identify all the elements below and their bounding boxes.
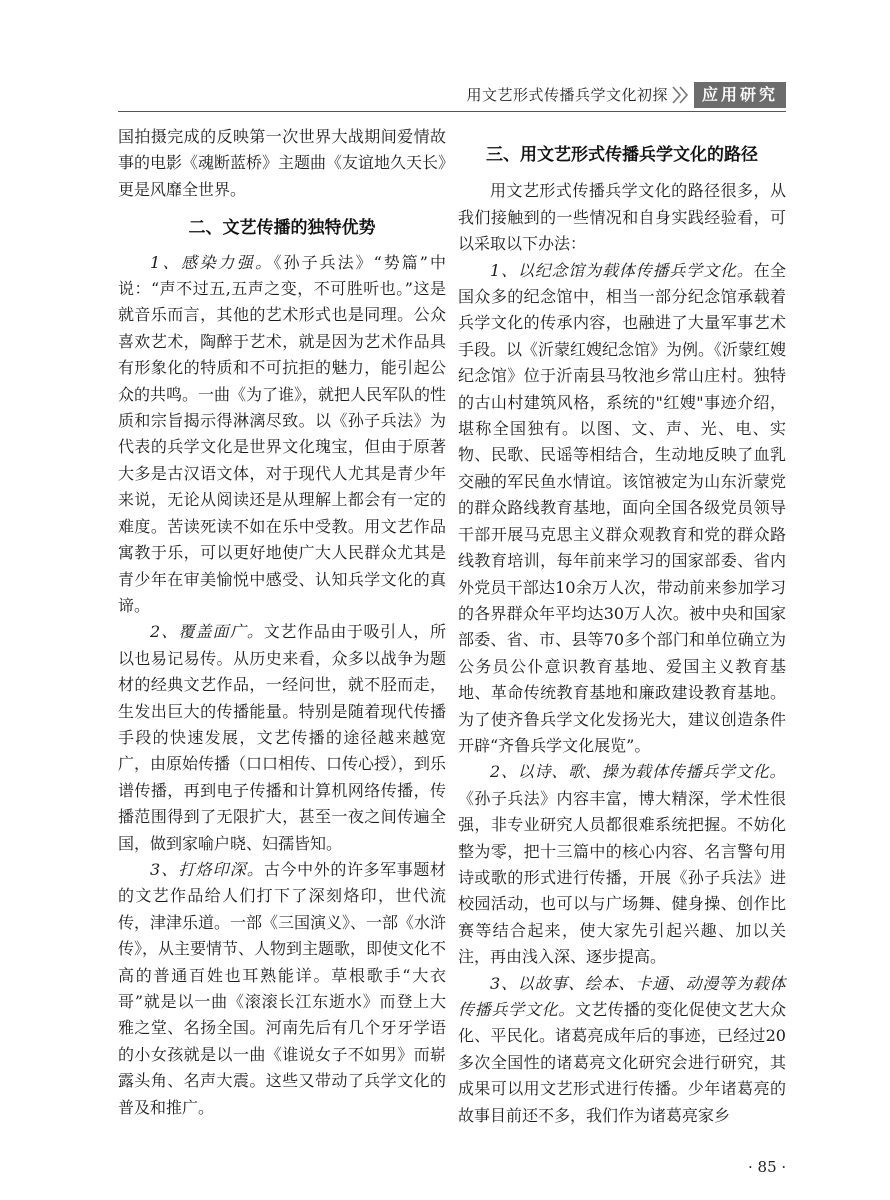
paragraph-lead: 2、覆盖面广。 xyxy=(150,622,264,642)
paragraph-imprint xyxy=(118,857,446,1121)
section-heading-advantages: 二、文艺传播的独特优势 xyxy=(188,218,376,239)
page-number: · 85 · xyxy=(748,1158,787,1176)
paragraph-body: 在全国众多的纪念馆中，相当一部分纪念馆承载着兵学文化的传承内容，也融进了大量军事艺术手段。以《沂蒙红嫂纪念馆》为例。《沂蒙红嫂纪念馆》位于沂南县马牧池乡常山庄村。独特的古山村建筑风格，系统的"红嫂"事迹介绍，堪称全国独有。以图、文、声、光、电、实物、民歌、民谣等相结合，生动地反映了血乳交融的军民鱼水情谊。该馆被定为山东沂蒙党的群众路线教育基地，面向全国各级党员领导干部开展马克思主义群众观教育和党的群众路线教育培训，每年前来学习的国家部委、省内外党员干部达10余万人次，带动前来参加学习的各界群众年平均达30万人次。被中央和国家部委、省、市、县等70多个部门和单位确立为公务员公仆意识教育基地、爱国主义教育基地、革命传统教育基地和廉政建设教育基地。为了使齐鲁兵学文化发扬光大，建议创造条件开辟“齐鲁兵学文化展览”。 xyxy=(458,260,787,755)
paragraph-lead: 2、以诗、歌、操为载体传播兵学文化。 xyxy=(490,762,786,782)
right-intro-paragraph: 用文艺形式传播兵学文化的路径很多，从我们接触到的一些情况和自身实践经验看，可以采取以下办法： xyxy=(458,181,786,254)
paragraph-lead: 1、以纪念馆为载体传播兵学文化。 xyxy=(490,260,754,280)
paragraph-body: 文艺传播的变化促使文艺大众化、平民化。诸葛亮成年后的事迹，已经过20多次全国性的诸葛亮文化研究会进行研究，其成果可以用文艺形式进行传播。少年诸葛亮的故事目前还不多，我们作为诸葛亮家乡 xyxy=(458,1000,786,1125)
paragraph-infectious xyxy=(118,250,446,620)
running-header xyxy=(118,82,786,112)
running-title: 用文艺形式传播兵学文化初探 xyxy=(466,86,668,104)
paragraph-lead: 3、打烙印深。 xyxy=(150,859,264,879)
left-column xyxy=(118,124,446,1121)
left-intro-paragraph: 国拍摄完成的反映第一次世界大战期间爱情故事的电影《魂断蓝桥》主题曲《友谊地久天长》更是风靡全世界。 xyxy=(118,127,447,199)
paragraph-body: 文艺作品由于吸引人，所以也易记易传。从历史来看，众多以战争为题材的经典文艺作品，一经问世，就不胫而走，生发出巨大的传播能量。特别是随着现代传播手段的快速发展，文艺传播的途径越来越宽广，由原始传播（口口相传、口传心授），到乐谱传播，再到电子传播和计算机网络传播，传播范围得到了无限扩大，甚至一夜之间传遍全国，做到家喻户晓、妇孺皆知。 xyxy=(118,622,447,853)
header-rule xyxy=(118,111,786,112)
double-chevron-icon xyxy=(670,84,692,106)
paragraph-lead: 3、以故事、绘本、卡通、动漫等为载体传播兵学文化。 xyxy=(458,973,786,1019)
paragraph-lead: 1、感染力强。 xyxy=(150,252,274,272)
paragraph-body: 《孙子兵法》“势篇”中说：“声不过五,五声之变，不可胜听也。”这是就音乐而言，其他的艺术形式也是同理。公众喜欢艺术，陶醉于艺术，就是因为艺术作品具有形象化的特质和不可抗拒的魅力，能引起公众的共鸣。一曲《为了谁》，就把人民军队的性质和宗旨揭示得淋漓尽致。以《孙子兵法》为代表的兵学文化是世界文化瑰宝，但由于原著大多是古汉语文体，对于现代人尤其是青少年来说，无论从阅读还是从理解上都会有一定的难度。苦读死读不如在乐中受教。用文艺作品寓教于乐，可以更好地使广大人民群众尤其是青少年在审美愉悦中感受、认知兵学文化的真谛。 xyxy=(118,252,447,615)
paragraph-body: 古今中外的许多军事题材的文艺作品给人们打下了深刻烙印，世代流传，津津乐道。一部《三国演义》、一部《水浒传》，从主要情节、人物到主题歌，即使文化不高的普通百姓也耳熟能详。草根歌手“大衣哥”就是以一曲《滚滚长江东逝水》而登上大雅之堂、名扬全国。河南先后有几个牙牙学语的小女孩就是以一曲《谁说女子不如男》而崭露头角、名声大震。这些又带动了兵学文化的普及和推广。 xyxy=(118,859,447,1117)
paragraph-poems-songs xyxy=(458,759,786,970)
paragraph-body: 《孙子兵法》内容丰富，博大精深，学术性很强，非专业研究人员都很难系统把握。不妨化整为零，把十三篇中的核心内容、名言警句用诗或歌的形式进行传播，开展《孙子兵法》进校园活动，也可以与广场舞、健身操、创作比赛等结合起来，使大家先引起兴趣、加以关注，再由浅入深、逐步提高。 xyxy=(458,788,786,967)
section-label: 应用研究 xyxy=(694,82,786,108)
paragraph-memorial-hall xyxy=(458,258,786,760)
paragraph-coverage xyxy=(118,619,446,857)
section-heading-paths: 三、用文艺形式传播兵学文化的路径 xyxy=(486,145,758,165)
right-column xyxy=(458,124,786,1129)
paragraph-stories-comics xyxy=(458,971,786,1129)
